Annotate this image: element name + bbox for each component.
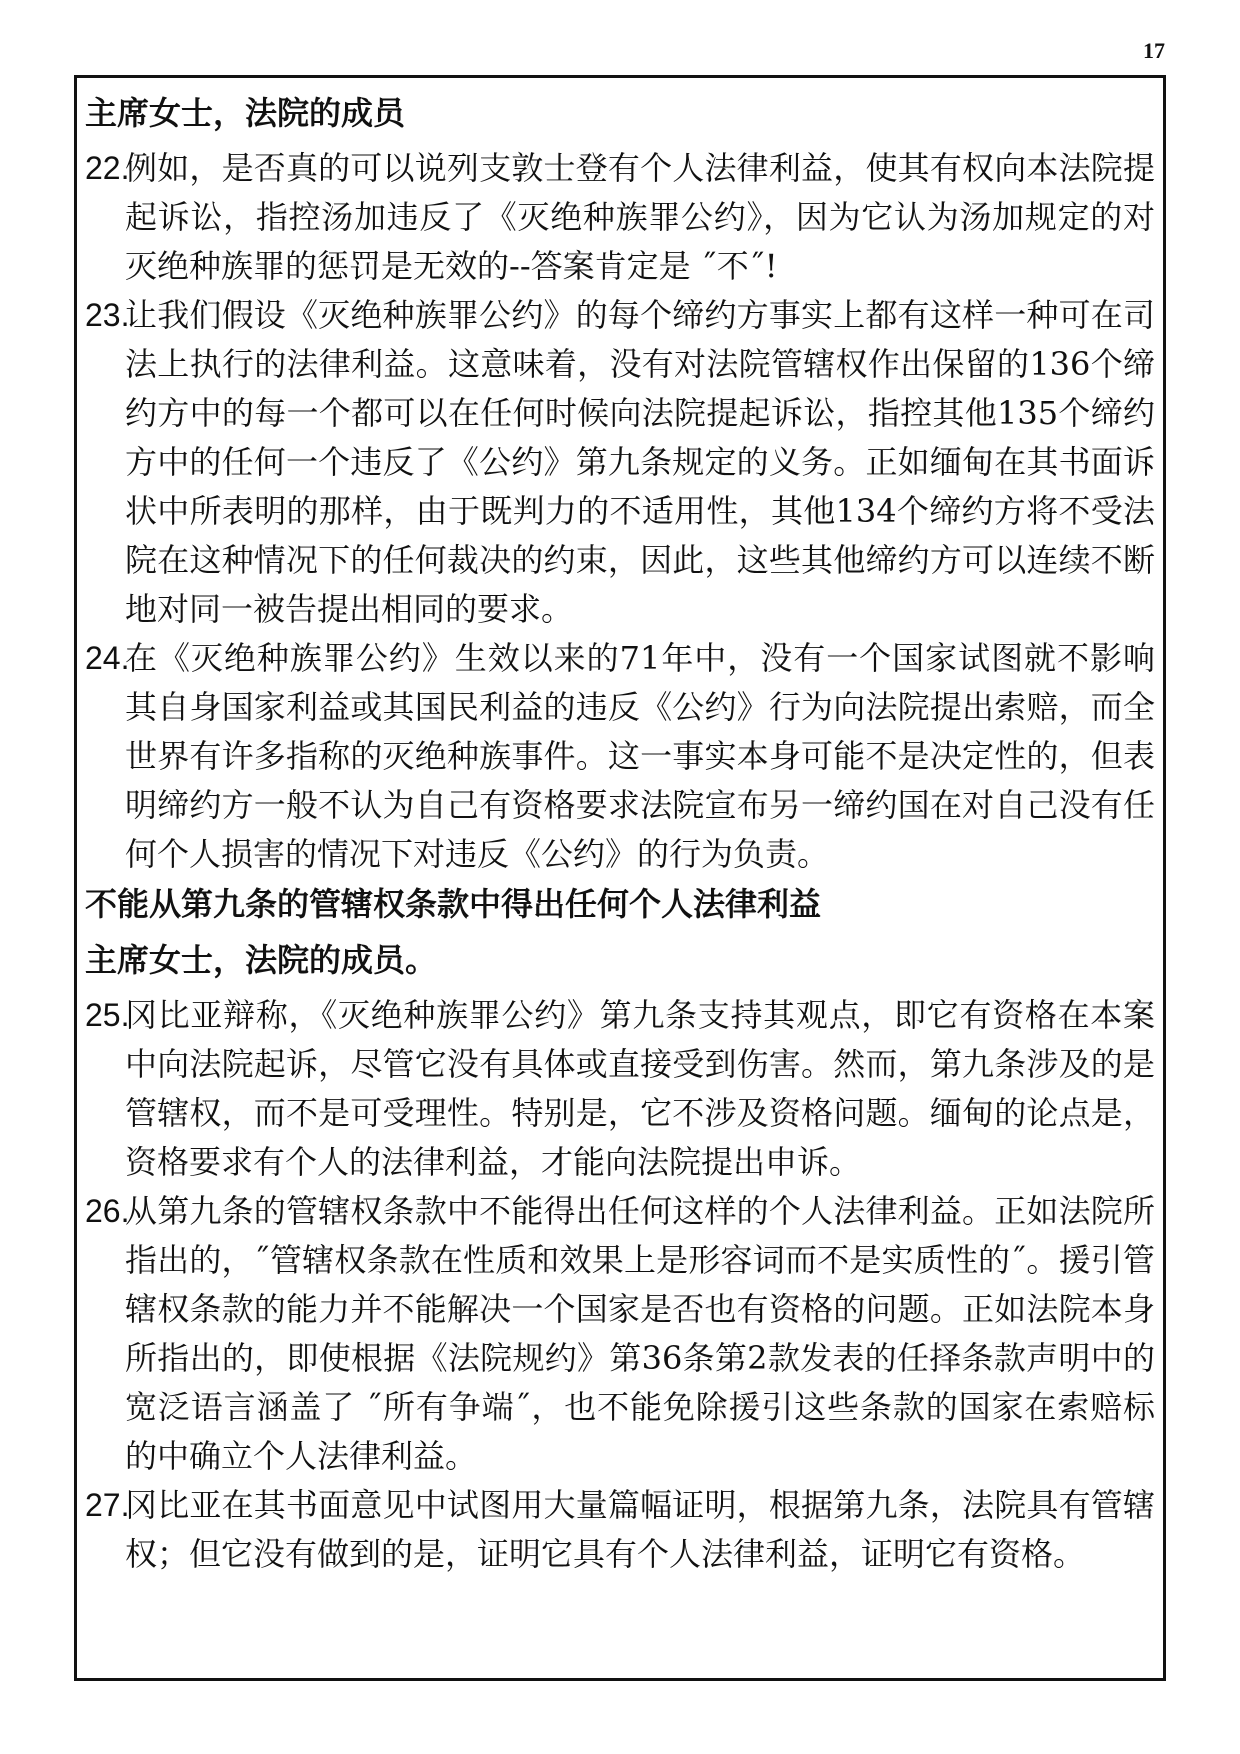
document-frame <box>74 75 1166 1681</box>
paragraph-text: 从第九条的管辖权条款中不能得出任何这样的个人法律利益。正如法院所指出的，˝管辖权条款在性质和效果上是形容词而不是实质性的˝。援引管辖权条款的能力并不能解决一个国家是否也有资格的问题。正如法院本身所指出的，即使根据《法院规约》第36条第2款发表的任择条款声明中的宽泛语言涵盖了 ˝所有争端˝，也不能免除援引这些条款的国家在索赔标的中确立个人法律利益。 <box>125 1192 1155 1475</box>
section-heading: 不能从第九条的管辖权条款中得出任何个人法律利益 <box>85 885 822 923</box>
page-number: 17 <box>1143 38 1165 63</box>
paragraph-text: 冈比亚在其书面意见中试图用大量篇幅证明，根据第九条，法院具有管辖权；但它没有做到的是，证明它具有个人法律利益，证明它有资格。 <box>125 1486 1155 1573</box>
paragraph-number: 25. <box>85 997 130 1033</box>
paragraph-22 <box>85 144 1155 291</box>
paragraph-27 <box>85 1481 1155 1579</box>
paragraph-number: 27. <box>85 1487 130 1523</box>
paragraph-text: 在《灭绝种族罪公约》生效以来的71年中，没有一个国家试图就不影响其自身国家利益或其国民利益的违反《公约》行为向法院提出索赔，而全世界有许多指称的灭绝种族事件。这一事实本身可能不是决定性的，但表明缔约方一般不认为自己有资格要求法院宣布另一缔约国在对自己没有任何个人损害的情况下对违反《公约》的行为负责。 <box>125 639 1155 873</box>
paragraph-number: 22. <box>85 150 130 186</box>
paragraph-23 <box>85 291 1155 634</box>
paragraph-number: 23. <box>85 297 130 333</box>
paragraph-26 <box>85 1187 1155 1481</box>
paragraph-text: 让我们假设《灭绝种族罪公约》的每个缔约方事实上都有这样一种可在司法上执行的法律利益。这意味着，没有对法院管辖权作出保留的136个缔约方中的每一个都可以在任何时候向法院提起诉讼，指控其他135个缔约方中的任何一个违反了《公约》第九条规定的义务。正如缅甸在其书面诉状中所表明的那样，由于既判力的不适用性，其他134个缔约方将不受法院在这种情况下的任何裁决的约束，因此，这些其他缔约方可以连续不断地对同一被告提出相同的要求。 <box>125 296 1155 628</box>
paragraph-24 <box>85 634 1155 879</box>
paragraph-25 <box>85 991 1155 1187</box>
paragraph-number: 26. <box>85 1193 130 1229</box>
section-heading: 主席女士，法院的成员 <box>85 94 406 132</box>
paragraph-text: 例如，是否真的可以说列支敦士登有个人法律利益，使其有权向本法院提起诉讼，指控汤加违反了《灭绝种族罪公约》，因为它认为汤加规定的对灭绝种族罪的惩罚是无效的--答案肯定是 ˝不˝! <box>125 149 1155 285</box>
paragraph-number: 24. <box>85 640 130 676</box>
section-heading: 主席女士，法院的成员。 <box>85 941 438 979</box>
paragraph-text: 冈比亚辩称，《灭绝种族罪公约》第九条支持其观点，即它有资格在本案中向法院起诉，尽管它没有具体或直接受到伤害。然而，第九条涉及的是管辖权，而不是可受理性。特别是，它不涉及资格问题。缅甸的论点是，资格要求有个人的法律利益，才能向法院提出申诉。 <box>125 996 1155 1181</box>
